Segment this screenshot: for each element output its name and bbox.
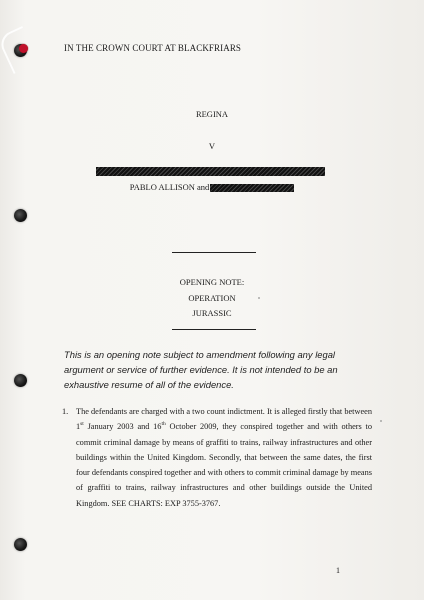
punch-hole	[14, 209, 27, 222]
court-title: IN THE CROWN COURT AT BLACKFRIARS	[64, 43, 242, 53]
intro-note: This is an opening note subject to amendment following any legal argument or service of further evidence. It is not intended to be an exhaustive resume of all of the evidence.	[64, 349, 338, 390]
heading-line: OPERATION	[188, 293, 236, 303]
divider	[172, 329, 256, 330]
paragraph-text: January 2003 and 16	[83, 422, 162, 432]
treasury-tag	[19, 44, 28, 53]
paper-speck	[258, 297, 260, 299]
numbered-paragraph	[62, 404, 372, 511]
heading-line: OPENING NOTE:	[179, 277, 245, 287]
paragraph-number: 1.	[62, 407, 69, 416]
redaction-bar	[96, 167, 325, 176]
heading-line: JURASSIC	[192, 308, 232, 318]
regina-label: REGINA	[195, 109, 229, 119]
ordinal-suffix: th	[161, 421, 166, 428]
page-number: 1	[336, 566, 340, 575]
parties-text: PABLO ALLISON and	[129, 182, 210, 192]
divider	[172, 252, 256, 253]
ordinal-suffix: st	[80, 421, 84, 428]
paragraph-text: The defendants are charged with a two count indictment. It is alleged firstly that between 1	[76, 407, 372, 432]
paragraph-text: October 2009, they conspired together and with others to commit criminal damage by means of graffiti to trains, railway infrastructures and other buildings within the United Kingdom. Secondly, that between the same dates, the first four defendants conspired together and with others to commit criminal damage by means of graffiti to trains, railway infrastructures and other buildings outside the United Kingdom. SEE CHARTS: EXP 3755-3767.	[76, 422, 372, 508]
punch-hole	[14, 538, 27, 551]
paper-speck	[380, 420, 382, 422]
versus-label: V	[208, 141, 216, 151]
punch-hole	[14, 374, 27, 387]
parties-line	[0, 182, 424, 192]
redaction-bar	[210, 184, 294, 192]
